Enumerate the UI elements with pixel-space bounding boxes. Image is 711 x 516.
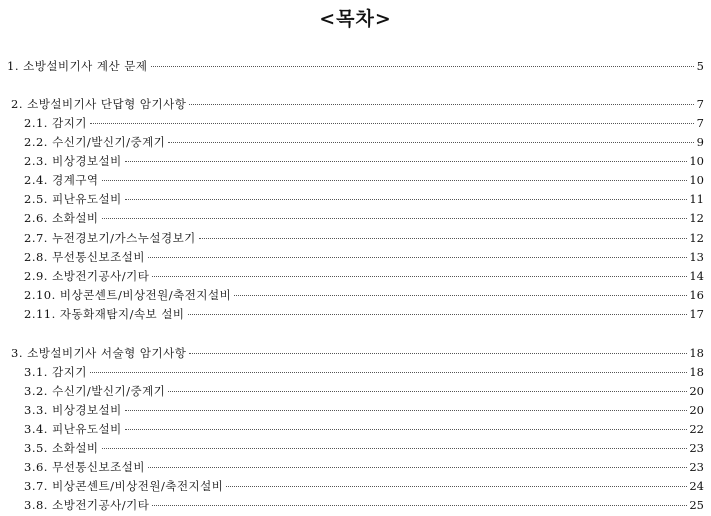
dot-leader [102,218,688,219]
dot-leader [234,295,687,296]
toc-entry-label: 3.2. 수신기/발신기/중계기 [24,384,166,398]
toc-entry[interactable] [7,58,704,74]
toc-entry[interactable] [24,172,704,188]
dot-leader [148,257,687,258]
dot-leader [189,353,687,354]
toc-entry-page: 9 [696,135,704,149]
dot-leader [102,180,688,181]
toc-entry-label: 2.8. 무선통신보조설비 [24,250,145,264]
toc-entry-label: 2.1. 감지기 [24,116,87,130]
toc-entry[interactable] [24,421,704,437]
toc-entry-page: 24 [689,479,704,493]
page-title: <목차> [319,8,392,30]
toc-entry-label: 3.8. 소방전기공사/기타 [24,498,150,512]
toc-entry-page: 12 [689,231,704,245]
toc-entry-label: 3.3. 비상경보설비 [24,403,122,417]
toc-entry[interactable] [24,306,704,322]
toc-entry-label: 2.9. 소방전기공사/기타 [24,269,150,283]
dot-leader [148,467,687,468]
dot-leader [199,238,688,239]
toc-entry-label: 3. 소방설비기사 서술형 암기사항 [11,346,187,360]
toc-entry[interactable] [24,364,704,380]
toc-entry[interactable] [24,383,704,399]
toc-entry-page: 20 [689,384,704,398]
toc-entry-label: 3.6. 무선통신보조설비 [24,460,145,474]
toc-entry[interactable] [24,134,704,150]
toc-entry-label: 1. 소방설비기사 계산 문제 [7,59,148,73]
toc-entry-page: 16 [689,288,704,302]
dot-leader [90,372,687,373]
toc-entry-page: 5 [696,59,704,73]
toc-entry[interactable] [24,440,704,456]
dot-leader [189,104,694,105]
toc-entry-label: 2.2. 수신기/발신기/중계기 [24,135,166,149]
toc-entry-page: 18 [689,365,704,379]
toc-entry-label: 3.1. 감지기 [24,365,87,379]
dot-leader [188,314,688,315]
toc-entry-label: 2.10. 비상콘센트/비상전원/축전지설비 [24,288,232,302]
dot-leader [102,448,688,449]
toc-entry[interactable] [24,249,704,265]
toc-entry[interactable] [24,210,704,226]
toc-entry-page: 18 [689,346,704,360]
toc-entry[interactable] [24,402,704,418]
toc-entry-label: 2.4. 경계구역 [24,173,99,187]
toc-entry-page: 25 [689,498,704,512]
toc-entry[interactable] [24,115,704,131]
toc-entry[interactable] [24,230,704,246]
toc-entry[interactable] [11,345,704,361]
dot-leader [168,391,687,392]
toc-entry-page: 23 [689,460,704,474]
toc-entry-page: 22 [689,422,704,436]
dot-leader [151,66,694,67]
dot-leader [226,486,687,487]
toc-entry[interactable] [24,153,704,169]
toc-entry-label: 2.5. 피난유도설비 [24,192,122,206]
toc-entry-label: 2.11. 자동화재탐지/속보 설비 [24,307,185,321]
toc-entry-label: 2. 소방설비기사 단답형 암기사항 [11,97,187,111]
toc-entry-page: 10 [689,173,704,187]
toc-entry-page: 11 [689,192,704,206]
dot-leader [125,429,688,430]
dot-leader [90,123,694,124]
toc-entry-label: 3.7. 비상콘센트/비상전원/축전지설비 [24,479,224,493]
toc-entry[interactable] [24,287,704,303]
toc-entry-label: 2.7. 누전경보기/가스누설경보기 [24,231,196,245]
dot-leader [125,161,688,162]
toc-entry-page: 10 [689,154,704,168]
toc-entry[interactable] [24,191,704,207]
dot-leader [152,276,687,277]
dot-leader [125,410,688,411]
toc-entry-page: 12 [689,211,704,225]
toc-entry[interactable] [24,478,704,494]
toc-entry-page: 23 [689,441,704,455]
dot-leader [125,199,688,200]
toc-entry-label: 2.3. 비상경보설비 [24,154,122,168]
toc-entry-page: 17 [689,307,704,321]
toc-entry[interactable] [24,497,704,513]
toc-entry-page: 7 [696,116,704,130]
toc-entry-label: 2.6. 소화설비 [24,211,99,225]
toc-entry-page: 7 [696,97,704,111]
toc-entry-page: 14 [689,269,704,283]
dot-leader [152,505,687,506]
toc-entry[interactable] [11,96,704,112]
toc-entry-label: 3.4. 피난유도설비 [24,422,122,436]
toc-entry-label: 3.5. 소화설비 [24,441,99,455]
toc-entry-page: 13 [689,250,704,264]
toc-entry[interactable] [24,268,704,284]
dot-leader [168,142,694,143]
toc-entry-page: 20 [689,403,704,417]
toc-entry[interactable] [24,459,704,475]
